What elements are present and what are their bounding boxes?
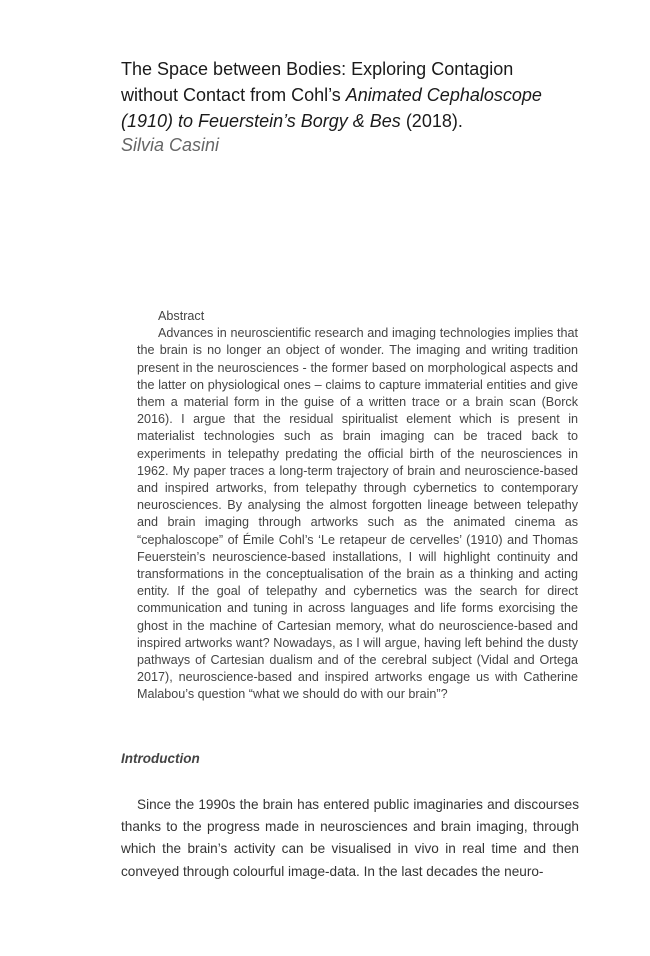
author-name: Silvia Casini xyxy=(121,135,220,155)
title-line-1: The Space between Bodies: Exploring Contagion xyxy=(121,59,514,79)
introduction-heading: Introduction xyxy=(121,751,200,766)
title-line-3-italic: (1910) to Feuerstein’s Borgy & Bes xyxy=(121,111,401,131)
abstract-text: Advances in neuroscientific research and imaging technologies implies that the brain is no longer an object of wonder. The imaging and writing tradition present in the neurosciences - the former based on morphological aspects and the latter on physiological ones – claims to capture immaterial entities and give them a material form in the guise of a written trace or a brain scan (Borck 2016). I argue that the residual spiritualist element which is present in materialist technologies such as brain imaging can be traced back to experiments in telepathy predating the official birth of the neurosciences in 1962. My paper traces a long-term trajectory of brain and neuroscience-based and inspired artworks, from telepathy through cybernetics to contemporary neurosciences. By analysing the almost forgotten lineage between telepathy and brain imaging through artworks such as the animated cinema as “cephaloscope” of Émile Cohl’s ‘Le retapeur de cervelles’ (1910) and Thomas Feuerstein’s neuroscience-based installations, I will highlight continuity and transformations in the conceptualisation of the brain as a thinking and acting entity. If the goal of telepathy and cybernetics was the search for direct communication and tuning in across languages and life forms exorcising the ghost in the machine of Cartesian memory, what do neuroscience-based and inspired artworks want? Nowadays, as I will argue, having left behind the dusty pathways of Cartesian dualism and of the cerebral subject (Vidal and Ortega 2017), neuroscience-based and inspired artworks engage us with Catherine Malabou’s question “what we should do with our brain”? xyxy=(137,326,578,702)
title-line-2-italic: Animated Cephaloscope xyxy=(345,85,542,105)
abstract-block xyxy=(137,308,578,704)
title-line-2-plain: without Contact from Cohl’s xyxy=(121,85,346,105)
introduction-paragraph: Since the 1990s the brain has entered public imaginaries and discourses thanks to the progress made in neurosciences and brain imaging, through which the brain’s activity can be visualised in vivo in real time and then conveyed through colourful image-data. In the last decades the neuro- xyxy=(121,797,579,879)
introduction-body xyxy=(121,794,579,883)
abstract-heading: Abstract xyxy=(158,309,205,323)
title-line-3 xyxy=(121,108,591,134)
title-line-3-plain: (2018). xyxy=(400,111,463,131)
article-title xyxy=(121,56,591,134)
title-line-2 xyxy=(121,82,591,108)
